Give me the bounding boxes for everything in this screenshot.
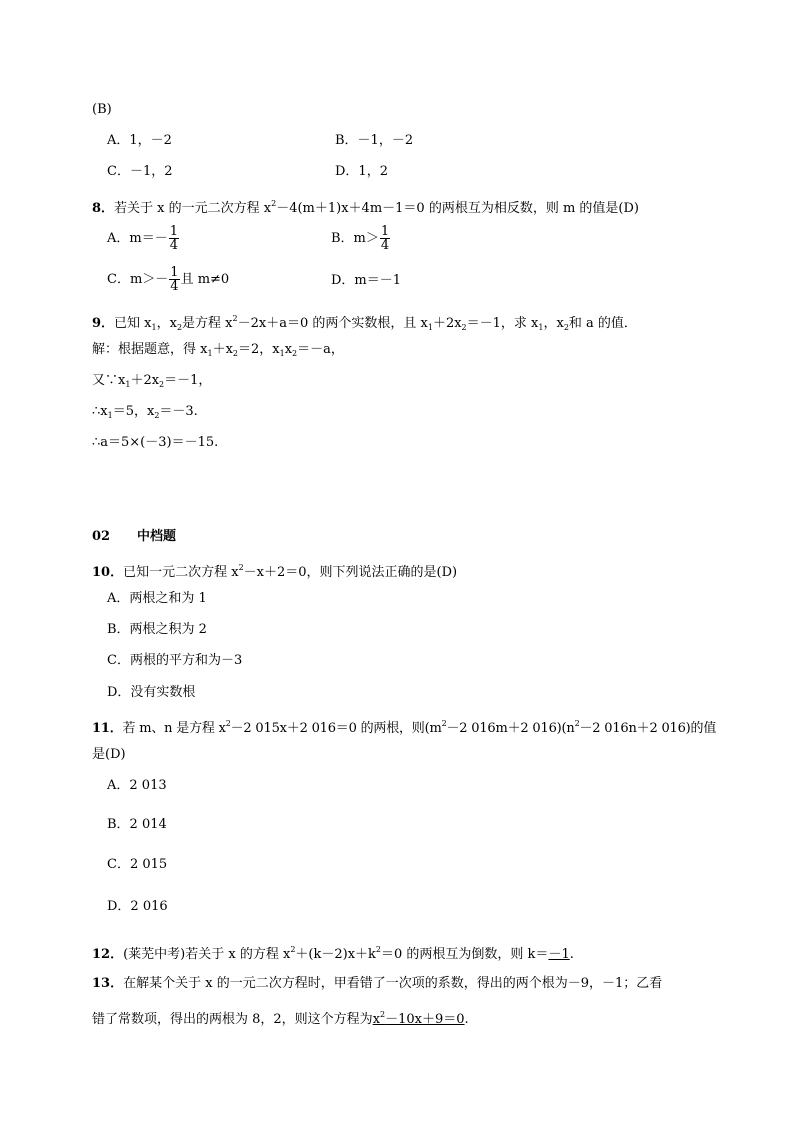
q9-number: 9． [92, 316, 115, 331]
q13-answer: $x^2-10x+9=0$ [372, 1010, 465, 1027]
q8-number: 8． [92, 201, 115, 216]
q10-number: 10． [92, 565, 124, 580]
q7-option-b: B．－1，－2 [335, 133, 414, 148]
q9-solution-line-3: $\therefore x_1=5$，$x_2=-3$. [92, 404, 198, 420]
q10-option-d: D．没有实数根 [107, 685, 196, 700]
q11-option-c: C．2 015 [107, 857, 168, 872]
q10-stem: 10．已知一元二次方程 $x^2-x+2=0$，则下列说法正确的是(D) [92, 563, 458, 580]
q11-option-d: D．2 016 [107, 899, 168, 914]
q10-option-a: A．两根之和为 1 [107, 591, 207, 606]
q13-stem-line-2: 错了常数项，得出的两根为 8，2，则这个方程为$x^2-10x+9=0$. [92, 1010, 469, 1027]
q7-option-c: C．－1，2 [107, 164, 173, 179]
q13-stem-line-1: 13．在解某个关于 x 的一元二次方程时，甲看错了一次项的系数，得出的两个根为－9，－1；乙看 [92, 976, 663, 991]
q11-stem-line-2: 是(D) [92, 747, 126, 762]
q7-answer: (B) [92, 102, 112, 117]
q7-option-d: D．1，2 [335, 164, 388, 179]
q9-stem: 9．已知 $x_1$，$x_2$是方程 $x^2-2x+a=0$ 的两个实数根，且 $x_1+2x_2=-1$，求 $x_1$，$x_2$和 a 的值． [92, 314, 637, 332]
q12-stem: 12．(莱芜中考)若关于 x 的方程 $x^2+(k-2)x+k^2=0$ 的两根互为倒数，则 k＝－1. [92, 945, 574, 962]
fraction: $\frac{1}{4}$ [170, 265, 179, 294]
q9-solution-line-4: ∴a＝5×(－3)＝－15. [92, 435, 219, 450]
q9-solution-line-2: 又$\because x_1+2x_2=-1$， [92, 373, 212, 389]
q7-option-a: A．1，－2 [107, 133, 172, 148]
q8-option-c: C．m＞－ $\frac{1}{4}$ 且 m≠0 [107, 265, 230, 294]
q12-answer: －1 [548, 947, 570, 962]
q12-number: 12． [92, 947, 124, 962]
q11-stem-line-1: 11．若 m、n 是方程 $x^2-2$ 015x＋2 016＝0 的两根，则($m^2-2$ 016m＋2 $016)(n^2-2$ 016n＋2 016)的值 [92, 719, 717, 736]
q9-solution-line-1: 解：根据题意，得 $x_1+x_2=2$，$x_1x_2=-a$， [92, 342, 344, 358]
q8-option-d: D．m＝－1 [331, 273, 402, 288]
section-title: 中档题 [137, 529, 177, 544]
q10-option-b: B．两根之积为 2 [107, 622, 207, 637]
fraction: $\frac{1}{4}$ [380, 224, 390, 253]
fraction: $\frac{1}{4}$ [169, 224, 178, 253]
q11-option-b: B．2 014 [107, 817, 167, 832]
section-number: 02 [92, 529, 111, 544]
q8-stem: 8．若关于 x 的一元二次方程 $x^2-4(m+1)x+4m-1=0$ 的两根互为相反数，则 m 的值是(D) [92, 199, 639, 216]
q11-option-a: A．2 013 [107, 778, 167, 793]
q13-number: 13． [92, 976, 124, 991]
q8-option-b: B．m＞ $\frac{1}{4}$ [331, 224, 390, 253]
q8-option-a: A．m＝－ $\frac{1}{4}$ [107, 224, 178, 253]
q11-number: 11． [92, 721, 123, 736]
q10-option-c: C．两根的平方和为－3 [107, 653, 243, 668]
